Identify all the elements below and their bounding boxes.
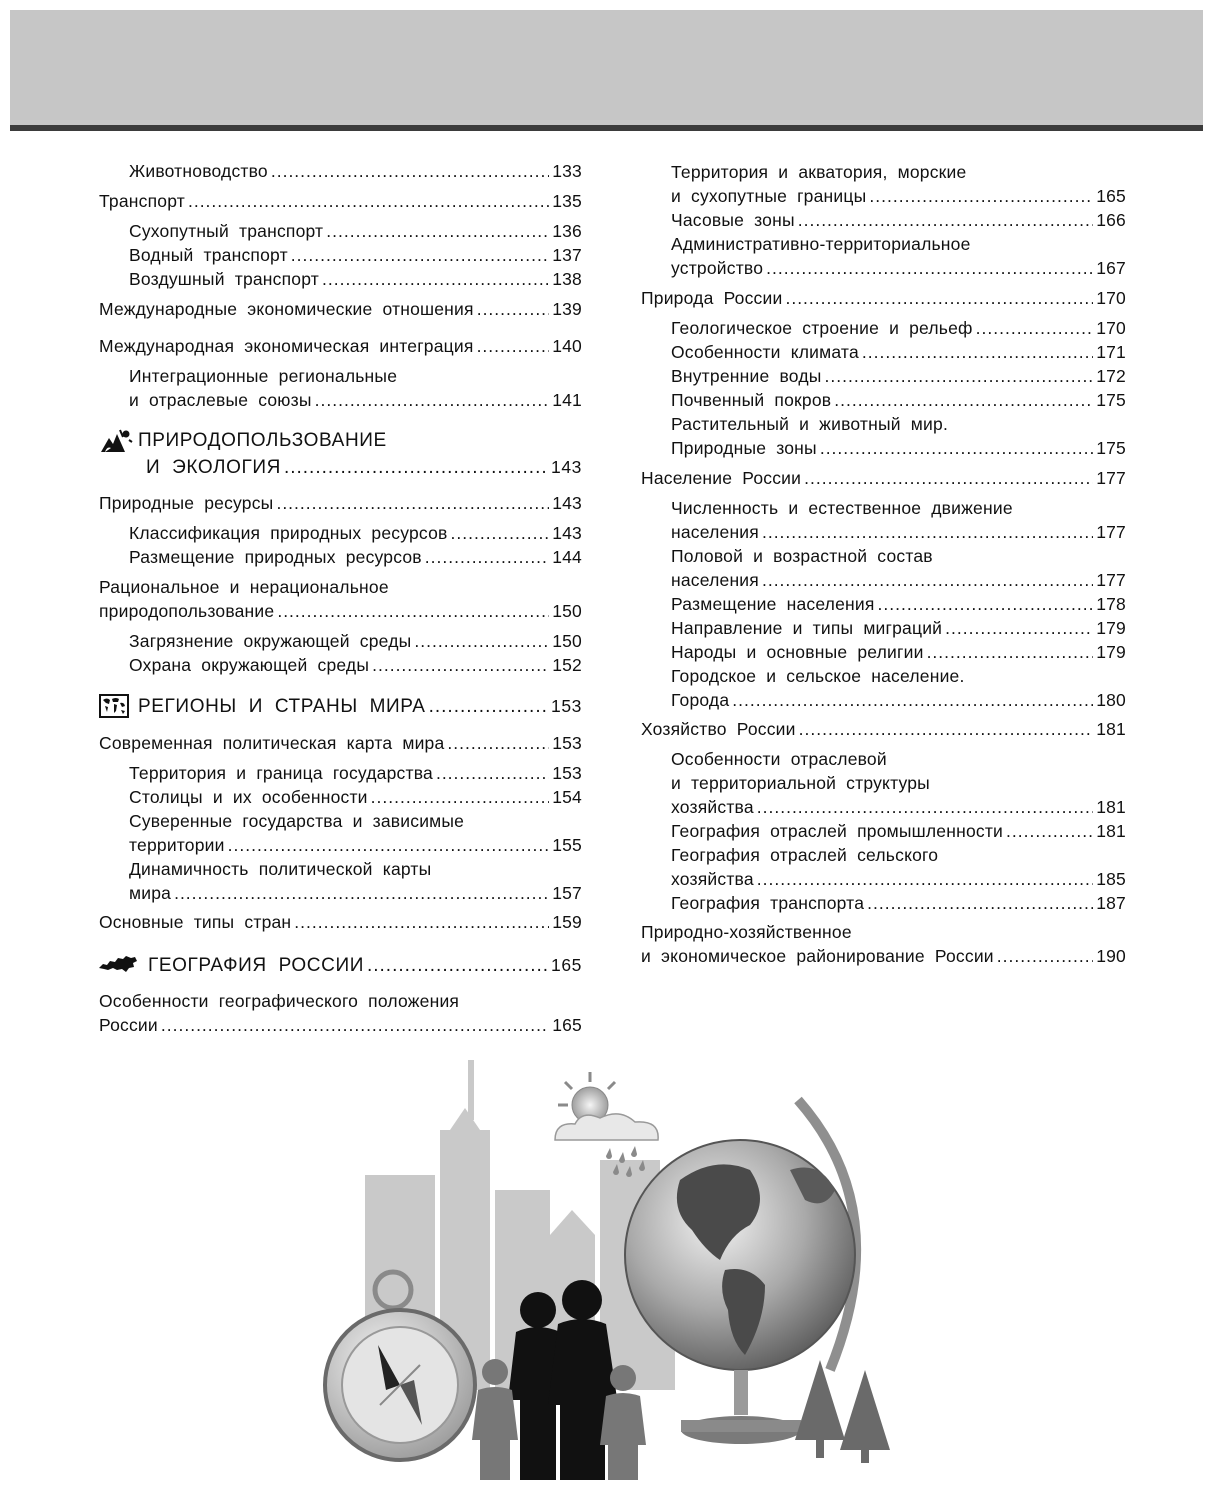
toc-entry-line: Рациональное и нерациональное xyxy=(99,577,389,597)
toc-entry[interactable]: Современная политическая карта мира ..... 153 xyxy=(99,731,582,755)
toc-entry-line: Растительный и животный мир. xyxy=(671,414,949,434)
toc-entry[interactable]: География транспорта ..... 187 xyxy=(671,891,1126,915)
section-heading[interactable]: ГЕОГРАФИЯ РОССИИ ..... 165 xyxy=(148,952,582,978)
toc-entry[interactable]: территории ..... 155 xyxy=(129,833,582,857)
toc-entry[interactable]: Геологическое строение и рельеф ..... 170 xyxy=(671,316,1126,340)
toc-entry[interactable]: и сухопутные границы ..... 165 xyxy=(671,184,1126,208)
toc-entry[interactable]: Загрязнение окружающей среды ..... 150 xyxy=(129,629,582,653)
toc-entry[interactable]: Столицы и их особенности ..... 154 xyxy=(129,785,582,809)
toc-entry[interactable]: России ..... 165 xyxy=(99,1013,582,1037)
toc-entry[interactable]: хозяйства ..... 185 xyxy=(671,867,1126,891)
ecology-icon xyxy=(99,428,133,454)
toc-entry[interactable]: Животноводство ..... 133 xyxy=(129,159,582,183)
toc-entry[interactable]: Особенности климата ..... 171 xyxy=(671,340,1126,364)
toc-entry[interactable]: Сухопутный транспорт ..... 136 xyxy=(129,219,582,243)
toc-entry-line: География отраслей сельского xyxy=(671,845,939,865)
toc-entry-line: Городское и сельское население. xyxy=(671,666,965,686)
section-heading-line: ПРИРОДОПОЛЬЗОВАНИЕ xyxy=(138,430,387,451)
toc-entry-line: и территориальной структуры xyxy=(671,773,930,793)
world-map-icon xyxy=(99,694,129,718)
toc-entry[interactable]: и экономическое районирование России ..... 190 xyxy=(641,944,1126,968)
toc-entry[interactable]: Почвенный покров ..... 175 xyxy=(671,388,1126,412)
toc-entry[interactable]: Классификация природных ресурсов ..... 143 xyxy=(129,521,582,545)
toc-entry[interactable]: Народы и основные религии ..... 179 xyxy=(671,640,1126,664)
toc-entry[interactable]: Международные экономические отношения ..... 139 xyxy=(99,297,582,321)
header-band xyxy=(10,10,1203,125)
geography-illustration xyxy=(320,1060,900,1480)
toc-entry[interactable]: Воздушный транспорт ..... 138 xyxy=(129,267,582,291)
toc-entry[interactable]: Размещение природных ресурсов ..... 144 xyxy=(129,545,582,569)
toc-entry[interactable]: Природа России ..... 170 xyxy=(641,286,1126,310)
toc-entry[interactable]: населения ..... 177 xyxy=(671,568,1126,592)
toc-entry[interactable]: География отраслей промышленности ..... 181 xyxy=(671,819,1126,843)
toc-entry[interactable]: Природные зоны ..... 175 xyxy=(671,436,1126,460)
toc-entry-line: Особенности отраслевой xyxy=(671,749,887,769)
toc-entry-line: Природно-хозяйственное xyxy=(641,922,852,942)
toc-entry[interactable]: Внутренние воды ..... 172 xyxy=(671,364,1126,388)
toc-entry-line: Половой и возрастной состав xyxy=(671,546,933,566)
toc-entry[interactable]: Охрана окружающей среды ..... 152 xyxy=(129,653,582,677)
toc-entry[interactable]: Международная экономическая интеграция ..... 140 xyxy=(99,334,582,358)
toc-entry[interactable]: Природные ресурсы ..... 143 xyxy=(99,491,582,515)
toc-entry-line: Динамичность политической карты xyxy=(129,859,432,879)
toc-entry-line: Территория и акватория, морские xyxy=(671,162,967,182)
toc-entry-line: Суверенные государства и зависимые xyxy=(129,811,465,831)
section-heading[interactable]: РЕГИОНЫ И СТРАНЫ МИРА ..... 153 xyxy=(138,693,582,719)
toc-entry[interactable]: Водный транспорт ..... 137 xyxy=(129,243,582,267)
toc-entry[interactable]: природопользование ..... 150 xyxy=(99,599,582,623)
russia-map-icon xyxy=(98,954,138,974)
toc-entry[interactable]: Основные типы стран ..... 159 xyxy=(99,910,582,934)
toc-entry[interactable]: Население России ..... 177 xyxy=(641,466,1126,490)
toc-entry-line: Административно-территориальное xyxy=(671,234,971,254)
toc-entry[interactable]: Часовые зоны ..... 166 xyxy=(671,208,1126,232)
toc-entry[interactable]: хозяйства ..... 181 xyxy=(671,795,1126,819)
toc-entry-line: Особенности географического положения xyxy=(99,991,460,1011)
section-heading[interactable]: И ЭКОЛОГИЯ ..... 143 xyxy=(146,454,582,480)
toc-entry[interactable]: Хозяйство России ..... 181 xyxy=(641,717,1126,741)
toc-entry[interactable]: мира ..... 157 xyxy=(129,881,582,905)
toc-entry[interactable]: Транспорт ..... 135 xyxy=(99,189,582,213)
trees xyxy=(795,1360,890,1463)
toc-entry[interactable]: устройство ..... 167 xyxy=(671,256,1126,280)
toc-entry-line: Интеграционные региональные xyxy=(129,366,398,386)
toc-entry[interactable]: и отраслевые союзы ..... 141 xyxy=(129,388,582,412)
toc-entry-line: Численность и естественное движение xyxy=(671,498,1013,518)
toc-entry[interactable]: Города ..... 180 xyxy=(671,688,1126,712)
toc-entry[interactable]: Направление и типы миграций ..... 179 xyxy=(671,616,1126,640)
toc-entry[interactable]: населения ..... 177 xyxy=(671,520,1126,544)
toc-entry[interactable]: Территория и граница государства ..... 153 xyxy=(129,761,582,785)
toc-entry[interactable]: Размещение населения ..... 178 xyxy=(671,592,1126,616)
